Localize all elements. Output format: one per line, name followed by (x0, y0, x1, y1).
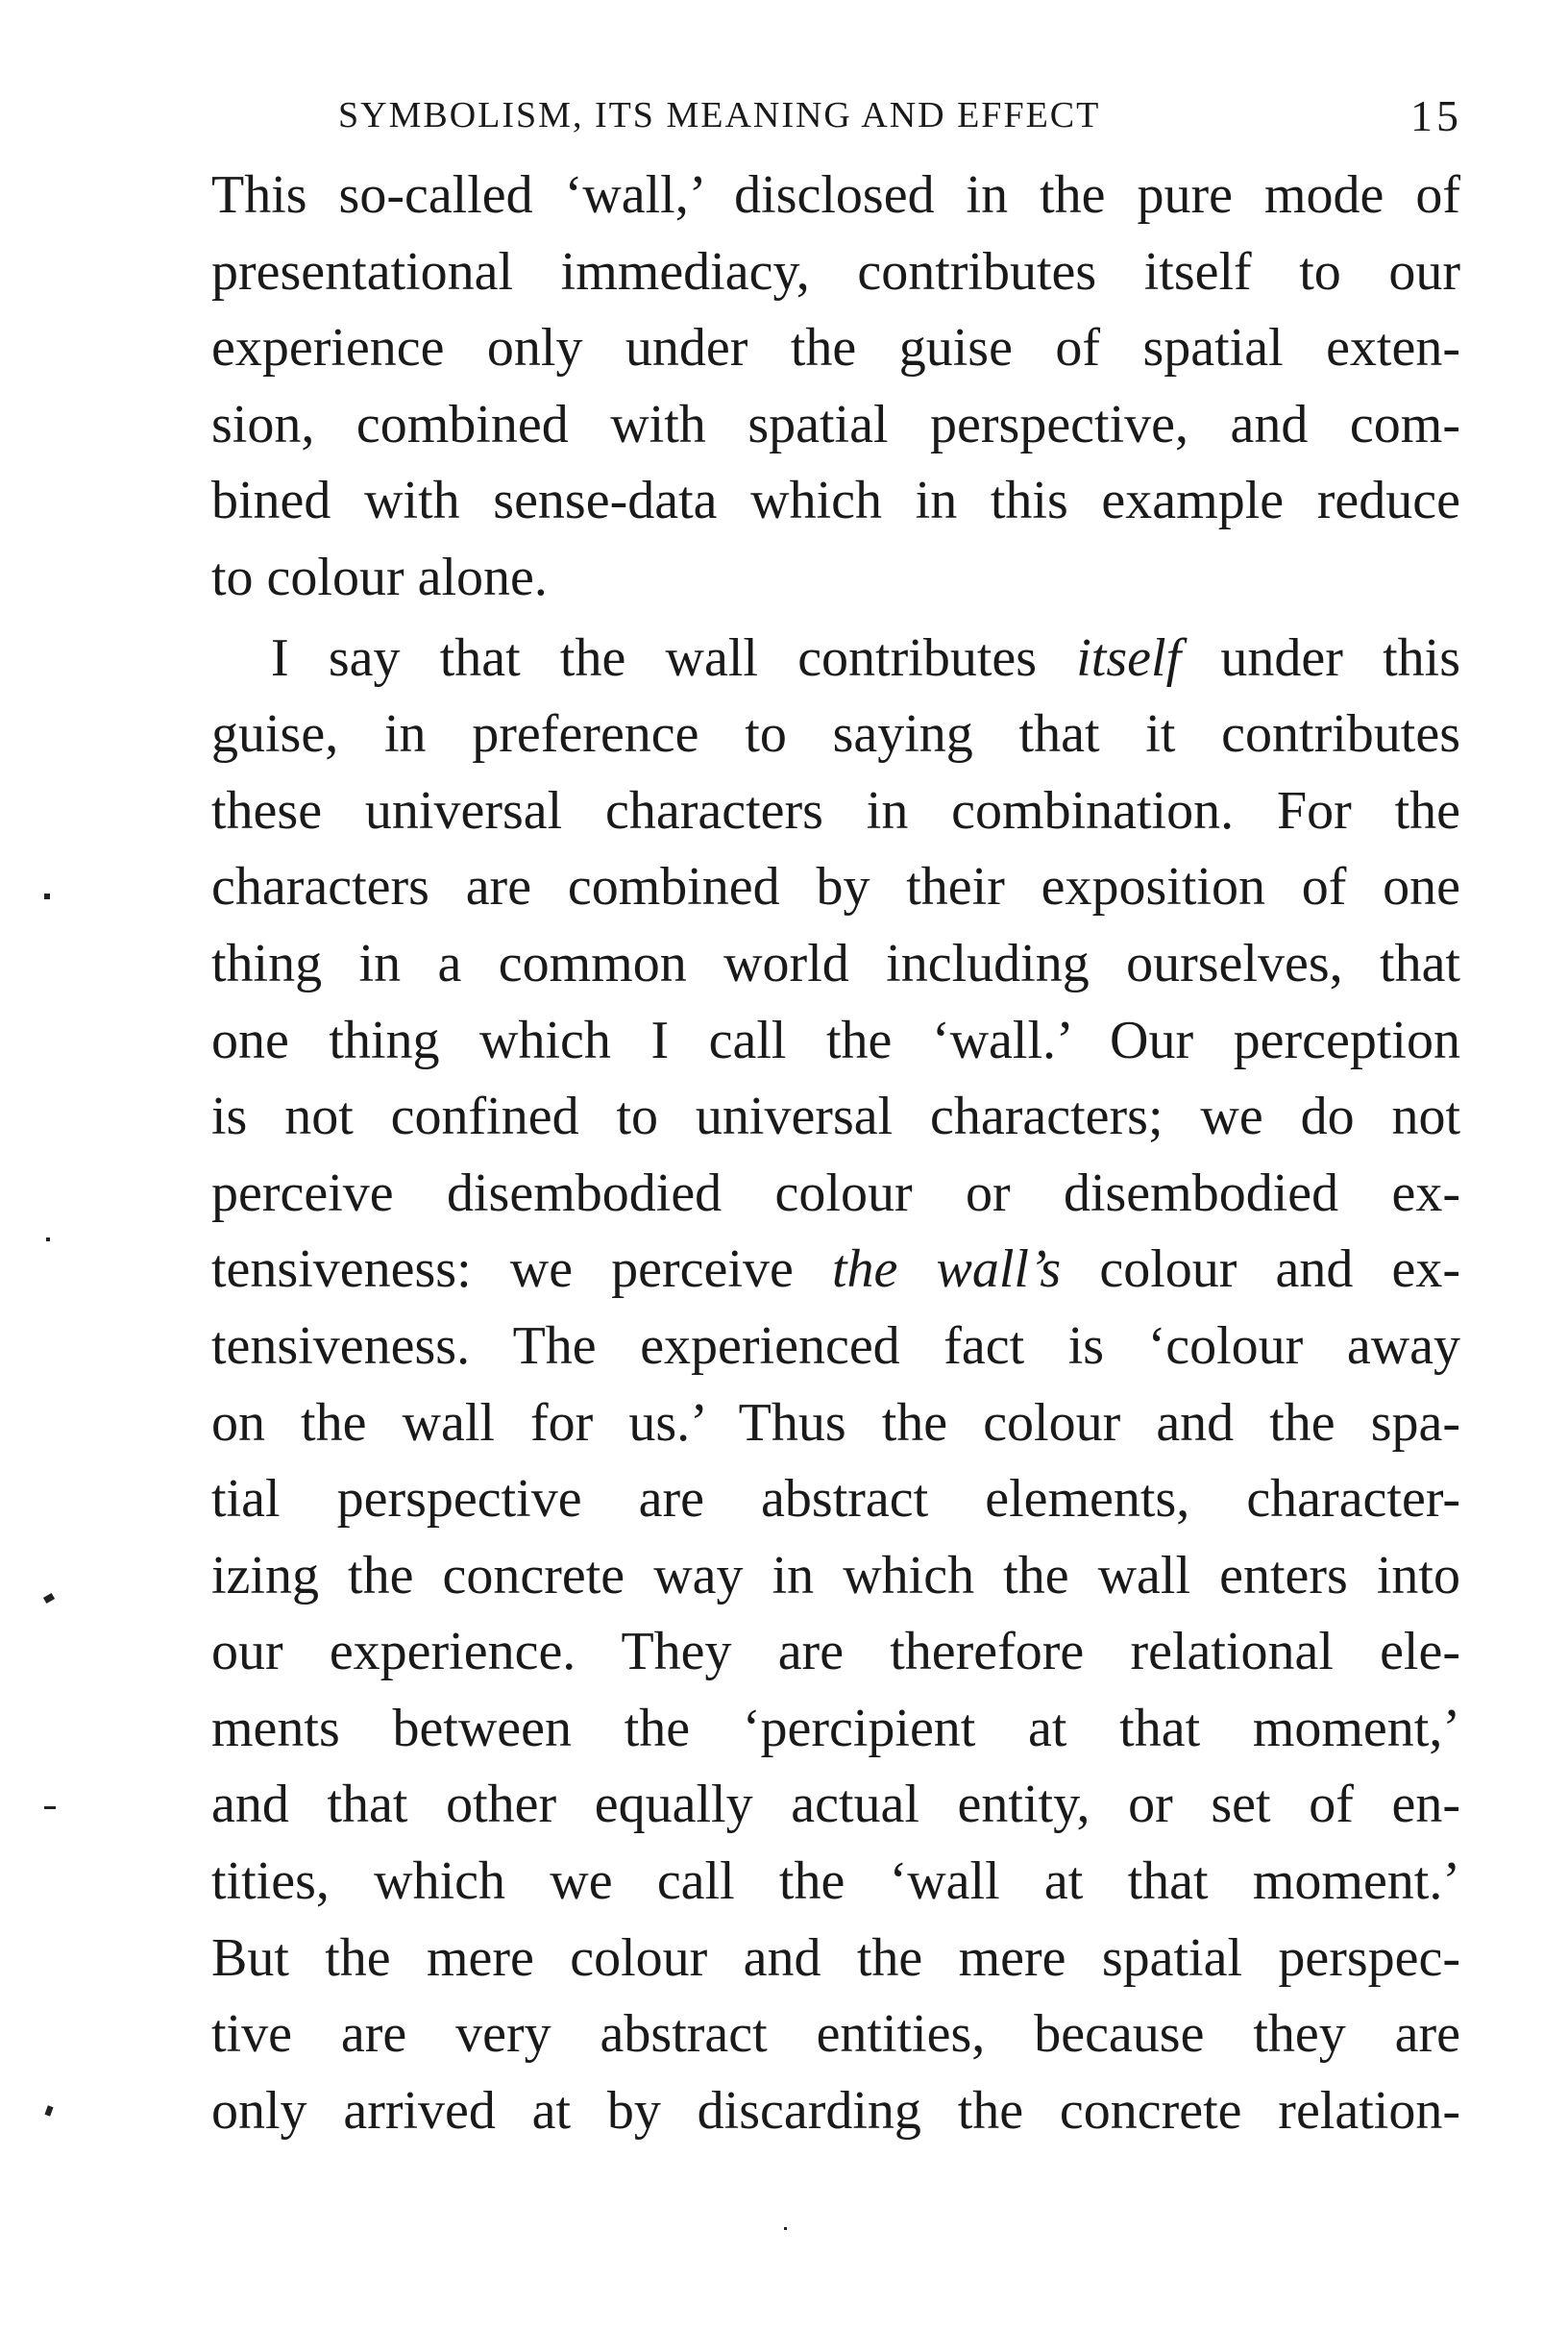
text-line: izing the concrete way in which the wall enters into (211, 1545, 1460, 1605)
print-speck-mark (44, 1806, 56, 1809)
text-line: one thing which I call the ‘wall.’ Our perception (211, 1010, 1460, 1070)
text-line: tive are very abstract entities, because they are (211, 2004, 1460, 2065)
text-line: sion, combined with spatial perspective, and com- (211, 394, 1460, 454)
text-line: on the wall for us.’ Thus the colour and the spa- (211, 1392, 1460, 1453)
text-line: our experience. They are therefore relational ele- (211, 1622, 1460, 1682)
text-line: and that other equally actual entity, or set of en- (211, 1775, 1460, 1835)
text-run: tensiveness: we perceive (211, 1239, 832, 1300)
text-line: This so-called ‘wall,’ disclosed in the pure mode of (211, 165, 1460, 225)
italic-emphasis: itself (1076, 627, 1182, 688)
body-text (211, 158, 1460, 2149)
text-run: under this (1181, 627, 1460, 688)
print-speck-mark (43, 1593, 55, 1604)
text-line: tities, which we call the ‘wall at that moment.’ (211, 1851, 1460, 1912)
text-line: these universal characters in combination. For the (211, 780, 1460, 841)
text-line: ments between the ‘percipient at that moment,’ (211, 1698, 1460, 1758)
text-line: characters are combined by their exposition of one (211, 857, 1460, 918)
running-header (338, 91, 1462, 152)
text-line: only arrived at by discarding the concrete relation- (211, 2080, 1460, 2141)
text-line: guise, in preference to saying that it contributes (211, 704, 1460, 765)
print-speck-mark (44, 2105, 53, 2116)
text-line: experience only under the guise of spatial exten- (211, 318, 1460, 379)
print-speck-mark (46, 1237, 50, 1241)
text-line: But the mere colour and the mere spatial perspec- (211, 1927, 1460, 1988)
text-line: perceive disembodied colour or disembodied ex- (211, 1163, 1460, 1223)
text-line: is not confined to universal characters; we do not (211, 1087, 1460, 1147)
text-line: to colour alone. (211, 547, 548, 607)
text-line: bined with sense-data which in this example reduce (211, 471, 1460, 531)
paragraph-2 (211, 621, 1460, 2150)
text-line: tial perspective are abstract elements, character- (211, 1469, 1460, 1530)
text-run: I say that the wall contributes (271, 627, 1077, 688)
print-speck-mark (44, 894, 50, 899)
text-run: colour and ex- (1061, 1239, 1461, 1300)
text-line (211, 1232, 1460, 1309)
italic-emphasis: the wall’s (831, 1239, 1062, 1300)
paragraph-1 (211, 158, 1460, 617)
text-line: presentational immediacy, contributes itself to our (211, 241, 1460, 302)
print-speck-mark (784, 2227, 787, 2230)
page-number: 15 (1410, 91, 1462, 140)
text-line: tensiveness. The experienced fact is ‘colour away (211, 1315, 1460, 1376)
running-title: SYMBOLISM, ITS MEANING AND EFFECT (338, 95, 1101, 135)
text-line (211, 621, 1460, 698)
text-line: thing in a common world including ourselves, that (211, 933, 1460, 993)
